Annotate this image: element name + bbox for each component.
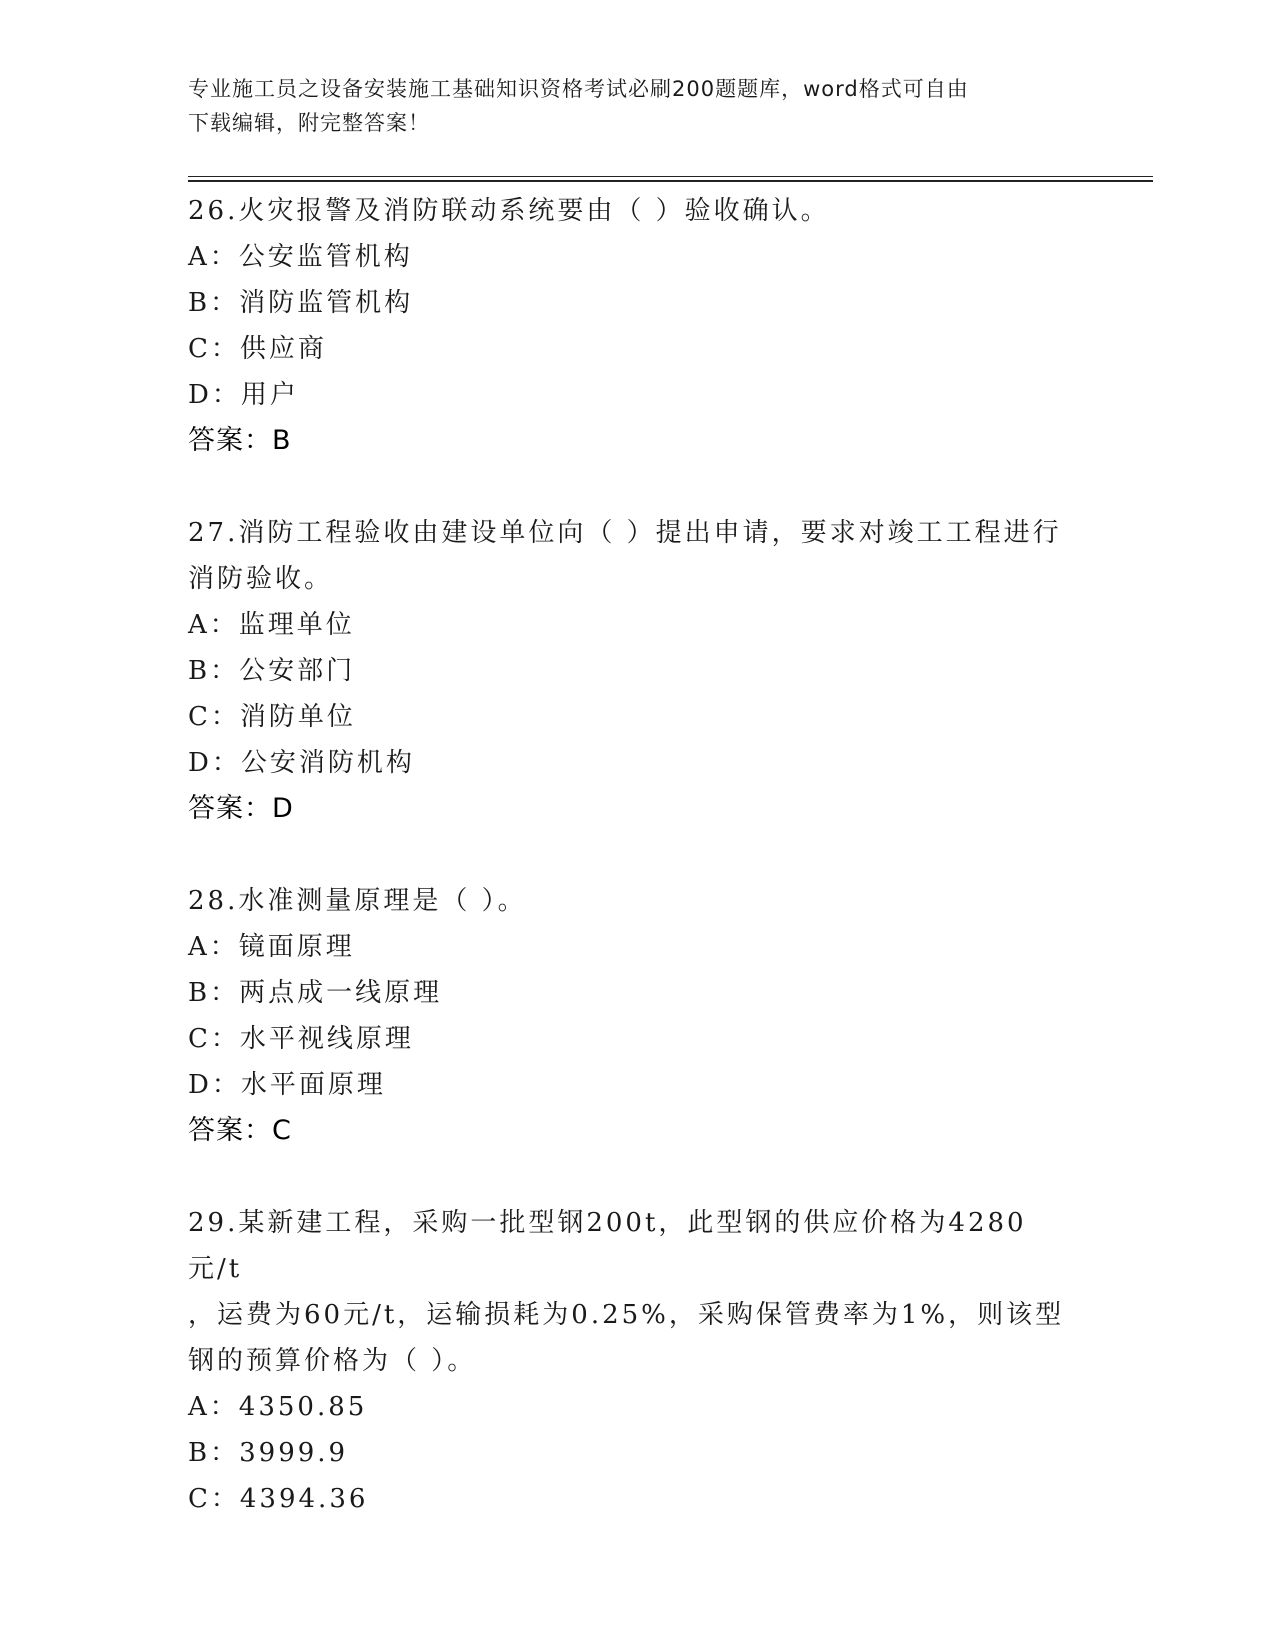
- question-29: [188, 1200, 1068, 1522]
- question-stem: 26.火灾报警及消防联动系统要由（ ）验收确认。: [188, 196, 830, 226]
- option-a: A：镜面原理: [188, 932, 355, 962]
- answer-line: 答案：C: [188, 1115, 292, 1146]
- header-divider-thin: [188, 176, 1153, 177]
- question-spacer: [188, 1154, 1068, 1200]
- option-d: D：水平面原理: [188, 1070, 386, 1100]
- question-stem-line-3: 钢的预算价格为（ ）。: [188, 1346, 477, 1376]
- question-stem-line-2: 消防验收。: [188, 564, 334, 594]
- question-spacer: [188, 464, 1068, 510]
- answer-line: 答案：D: [188, 793, 294, 824]
- option-a: A：监理单位: [188, 610, 355, 640]
- option-b: B：公安部门: [188, 656, 356, 686]
- answer-line: 答案：B: [188, 425, 292, 456]
- option-c: C：水平视线原理: [188, 1024, 414, 1054]
- option-d: D：用户: [188, 380, 299, 410]
- option-b: B：消防监管机构: [188, 288, 414, 318]
- header-line-2: 下载编辑，附完整答案！: [188, 111, 430, 135]
- option-c: C：消防单位: [188, 702, 356, 732]
- option-c: C：4394.36: [188, 1484, 369, 1514]
- option-b: B：两点成一线原理: [188, 978, 443, 1008]
- question-stem: 28.水准测量原理是（ ）。: [188, 886, 527, 916]
- document-header: [188, 72, 1068, 140]
- question-27: [188, 510, 1068, 832]
- option-c: C：供应商: [188, 334, 327, 364]
- option-a: A：公安监管机构: [188, 242, 413, 272]
- question-26: [188, 188, 1068, 464]
- option-a: A：4350.85: [188, 1392, 368, 1422]
- question-stem-line-1: 29.某新建工程，采购一批型钢200t，此型钢的供应价格为4280元/t: [188, 1208, 1027, 1284]
- question-28: [188, 878, 1068, 1154]
- header-line-1: 专业施工员之设备安装施工基础知识资格考试必刷200题题库，word格式可自由: [188, 77, 969, 101]
- question-list: [188, 188, 1068, 1522]
- question-stem-line-1: 27.消防工程验收由建设单位向（ ）提出申请，要求对竣工工程进行: [188, 518, 1062, 548]
- question-stem-line-2: ，运费为60元/t，运输损耗为0.25%，采购保管费率为1%，则该型: [188, 1300, 1065, 1330]
- option-b: B：3999.9: [188, 1438, 349, 1468]
- question-spacer: [188, 832, 1068, 878]
- header-divider-thick: [188, 180, 1153, 182]
- option-d: D：公安消防机构: [188, 748, 415, 778]
